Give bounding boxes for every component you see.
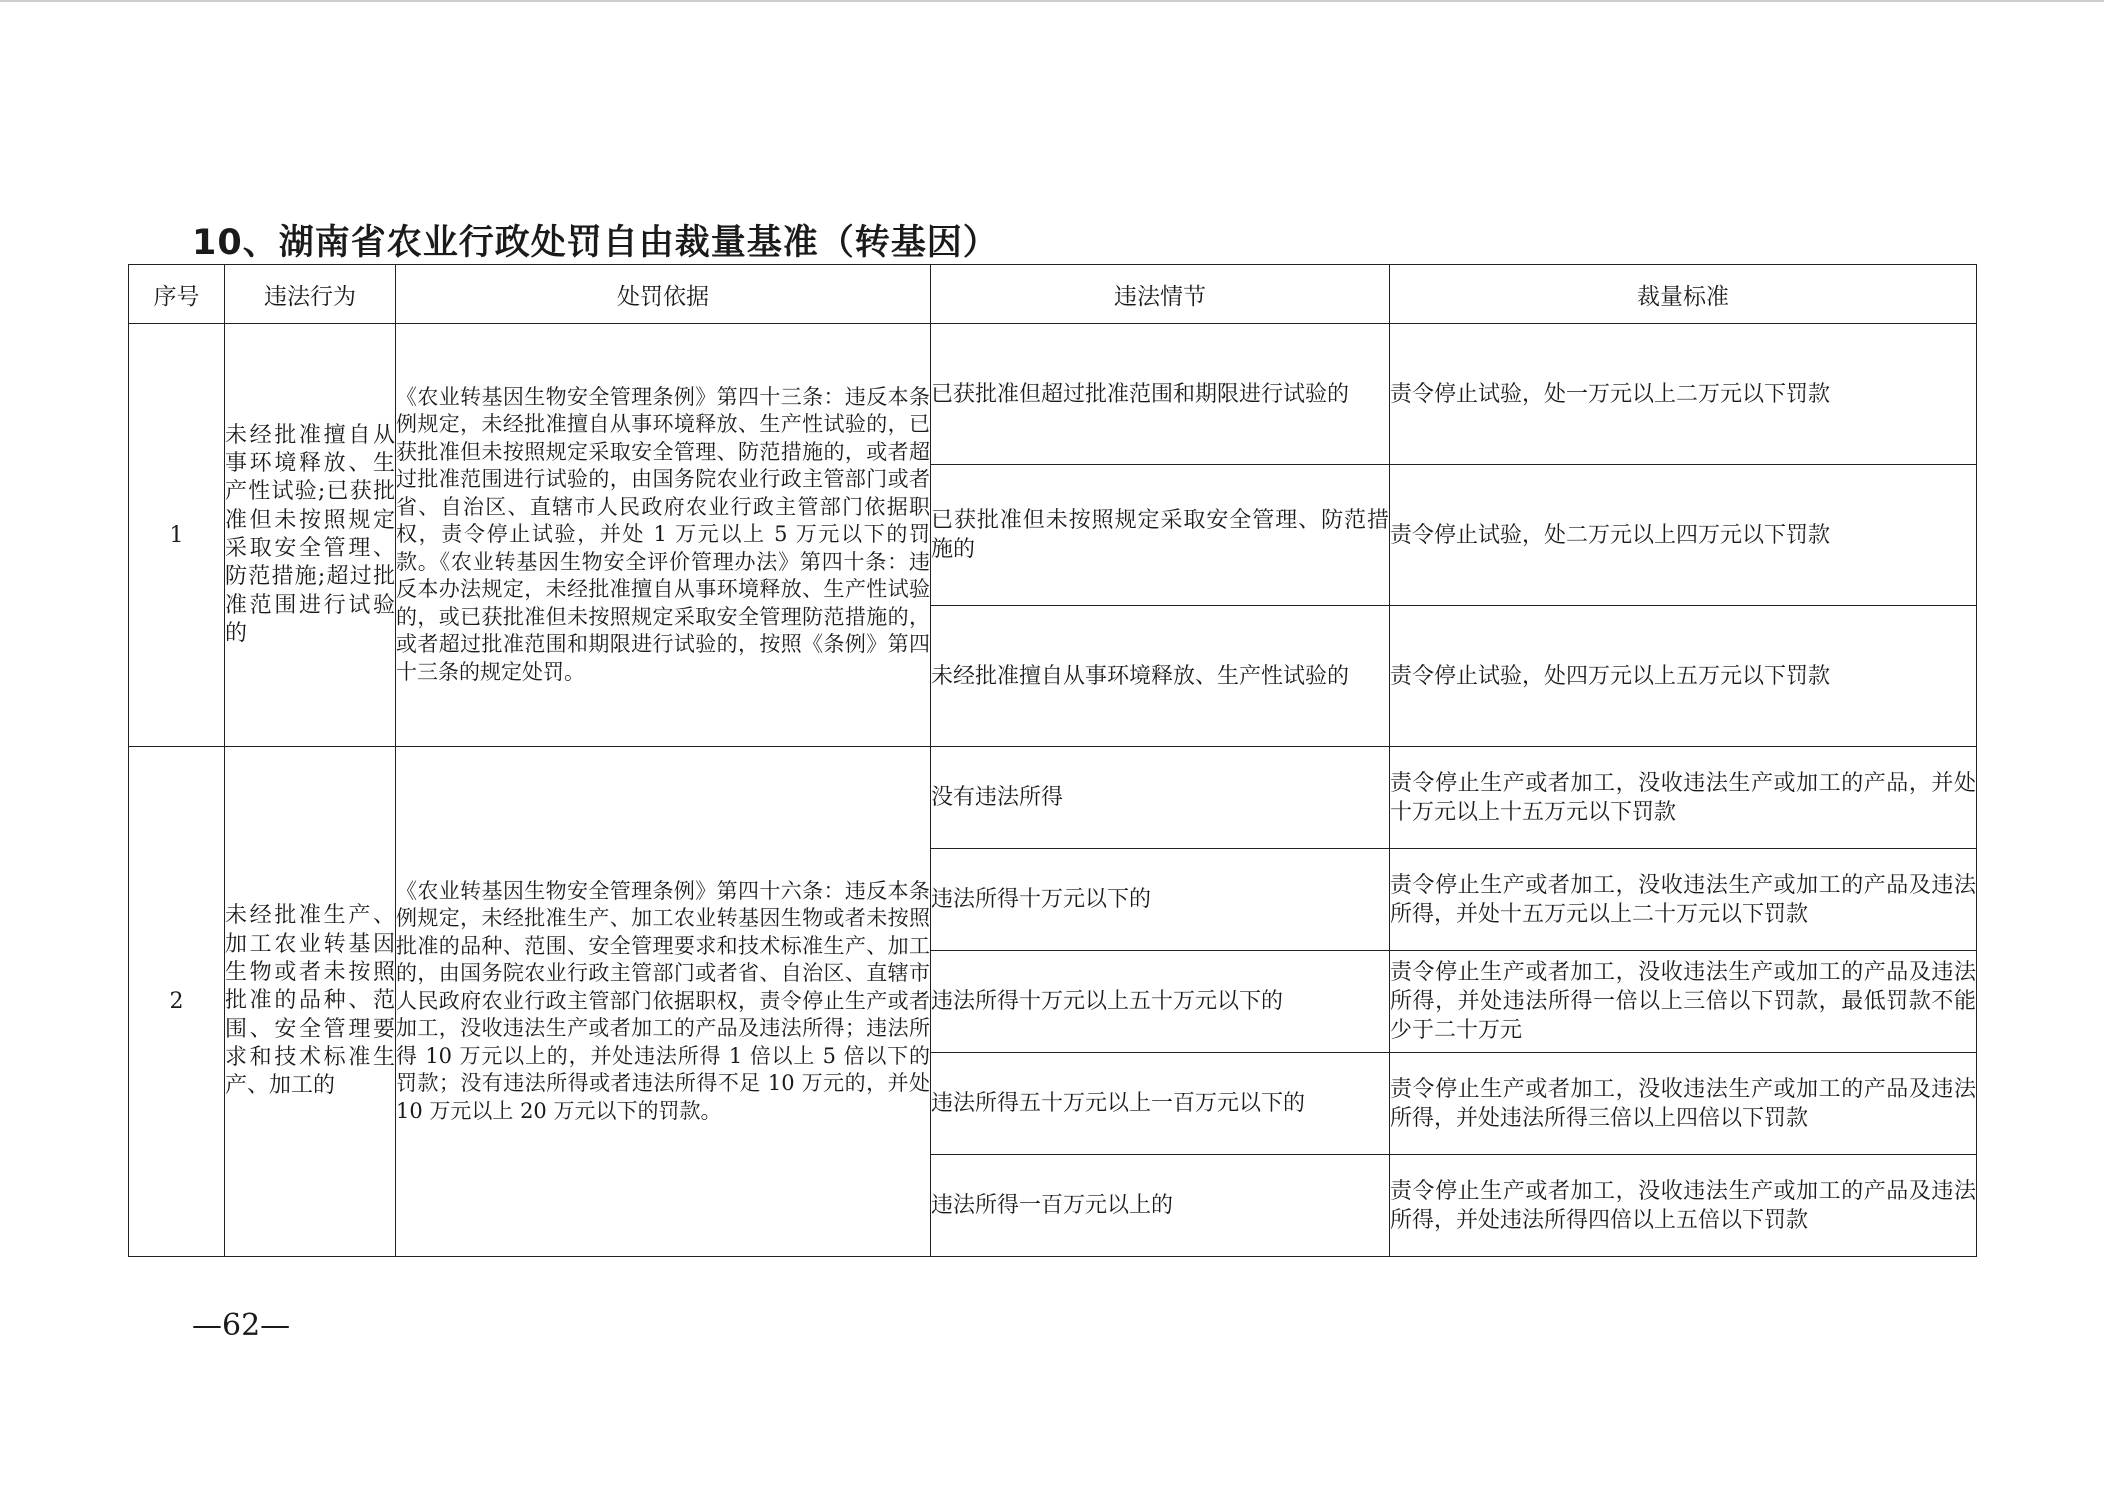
basis-cell: 《农业转基因生物安全管理条例》第四十三条：违反本条例规定，未经批准擅自从事环境释放、生产性试验的，已获批准但未按照规定采取安全管理、防范措施的，或者超过批准范围进行试验的，由国务院农业行政主管部门或者省、自治区、直辖市人民政府农业行政主管部门依据职权，责令停止试验，并处 1 万元以上 5 万元以下的罚款。《农业转基因生物安全评价管理办法》第四十条：违反本办法规定，未经批准擅自从事环境释放、生产性试验的，或已获批准但未按照规定采取安全管理防范措施的，或者超过批准范围和期限进行试验的，按照《条例》第四十三条的规定处罚。 [396,324,931,747]
circumstance-cell: 已获批准但超过批准范围和期限进行试验的 [931,324,1390,465]
circumstance-cell: 违法所得一百万元以上的 [931,1155,1390,1257]
header-seq: 序号 [129,265,225,324]
standard-cell: 责令停止生产或者加工，没收违法生产或加工的产品，并处十万元以上十五万元以下罚款 [1390,747,1977,849]
standard-cell: 责令停止试验，处四万元以上五万元以下罚款 [1390,606,1977,747]
header-circumstance: 违法情节 [931,265,1390,324]
discretion-standard-table [128,264,1977,1257]
circumstance-cell: 已获批准但未按照规定采取安全管理、防范措施的 [931,465,1390,606]
circumstance-cell: 违法所得五十万元以上一百万元以下的 [931,1053,1390,1155]
standard-cell: 责令停止生产或者加工，没收违法生产或加工的产品及违法所得，并处违法所得一倍以上三倍以下罚款，最低罚款不能少于二十万元 [1390,951,1977,1053]
page-top-edge [0,0,2104,2]
circumstance-cell: 没有违法所得 [931,747,1390,849]
circumstance-cell: 违法所得十万元以下的 [931,849,1390,951]
header-basis: 处罚依据 [396,265,931,324]
table-row [129,324,1977,465]
standard-cell: 责令停止生产或者加工，没收违法生产或加工的产品及违法所得，并处十五万元以上二十万元以下罚款 [1390,849,1977,951]
table-header-row [129,265,1977,324]
row-seq: 1 [129,324,225,747]
violation-cell: 未经批准擅自从事环境释放、生产性试验;已获批准但未按照规定采取安全管理、防范措施;超过批准范围进行试验的 [225,324,396,747]
circumstance-cell: 违法所得十万元以上五十万元以下的 [931,951,1390,1053]
page-number: —62— [192,1308,291,1343]
header-standard: 裁量标准 [1390,265,1977,324]
standard-cell: 责令停止生产或者加工，没收违法生产或加工的产品及违法所得，并处违法所得四倍以上五倍以下罚款 [1390,1155,1977,1257]
violation-cell: 未经批准生产、加工农业转基因生物或者未按照批准的品种、范围、安全管理要求和技术标准生产、加工的 [225,747,396,1257]
table-row [129,747,1977,849]
row-seq: 2 [129,747,225,1257]
basis-cell: 《农业转基因生物安全管理条例》第四十六条：违反本条例规定，未经批准生产、加工农业转基因生物或者未按照批准的品种、范围、安全管理要求和技术标准生产、加工的，由国务院农业行政主管部门或者省、自治区、直辖市人民政府农业行政主管部门依据职权，责令停止生产或者加工，没收违法生产或者加工的产品及违法所得；违法所得 10 万元以上的，并处违法所得 1 倍以上 5 倍以下的罚款；没有违法所得或者违法所得不足 10 万元的，并处 10 万元以上 20 万元以下的罚款。 [396,747,931,1257]
standard-cell: 责令停止试验，处一万元以上二万元以下罚款 [1390,324,1977,465]
header-violation: 违法行为 [225,265,396,324]
standard-cell: 责令停止试验，处二万元以上四万元以下罚款 [1390,465,1977,606]
standard-cell: 责令停止生产或者加工，没收违法生产或加工的产品及违法所得，并处违法所得三倍以上四倍以下罚款 [1390,1053,1977,1155]
circumstance-cell: 未经批准擅自从事环境释放、生产性试验的 [931,606,1390,747]
page-title: 10、湖南省农业行政处罚自由裁量基准（转基因） [192,223,999,263]
